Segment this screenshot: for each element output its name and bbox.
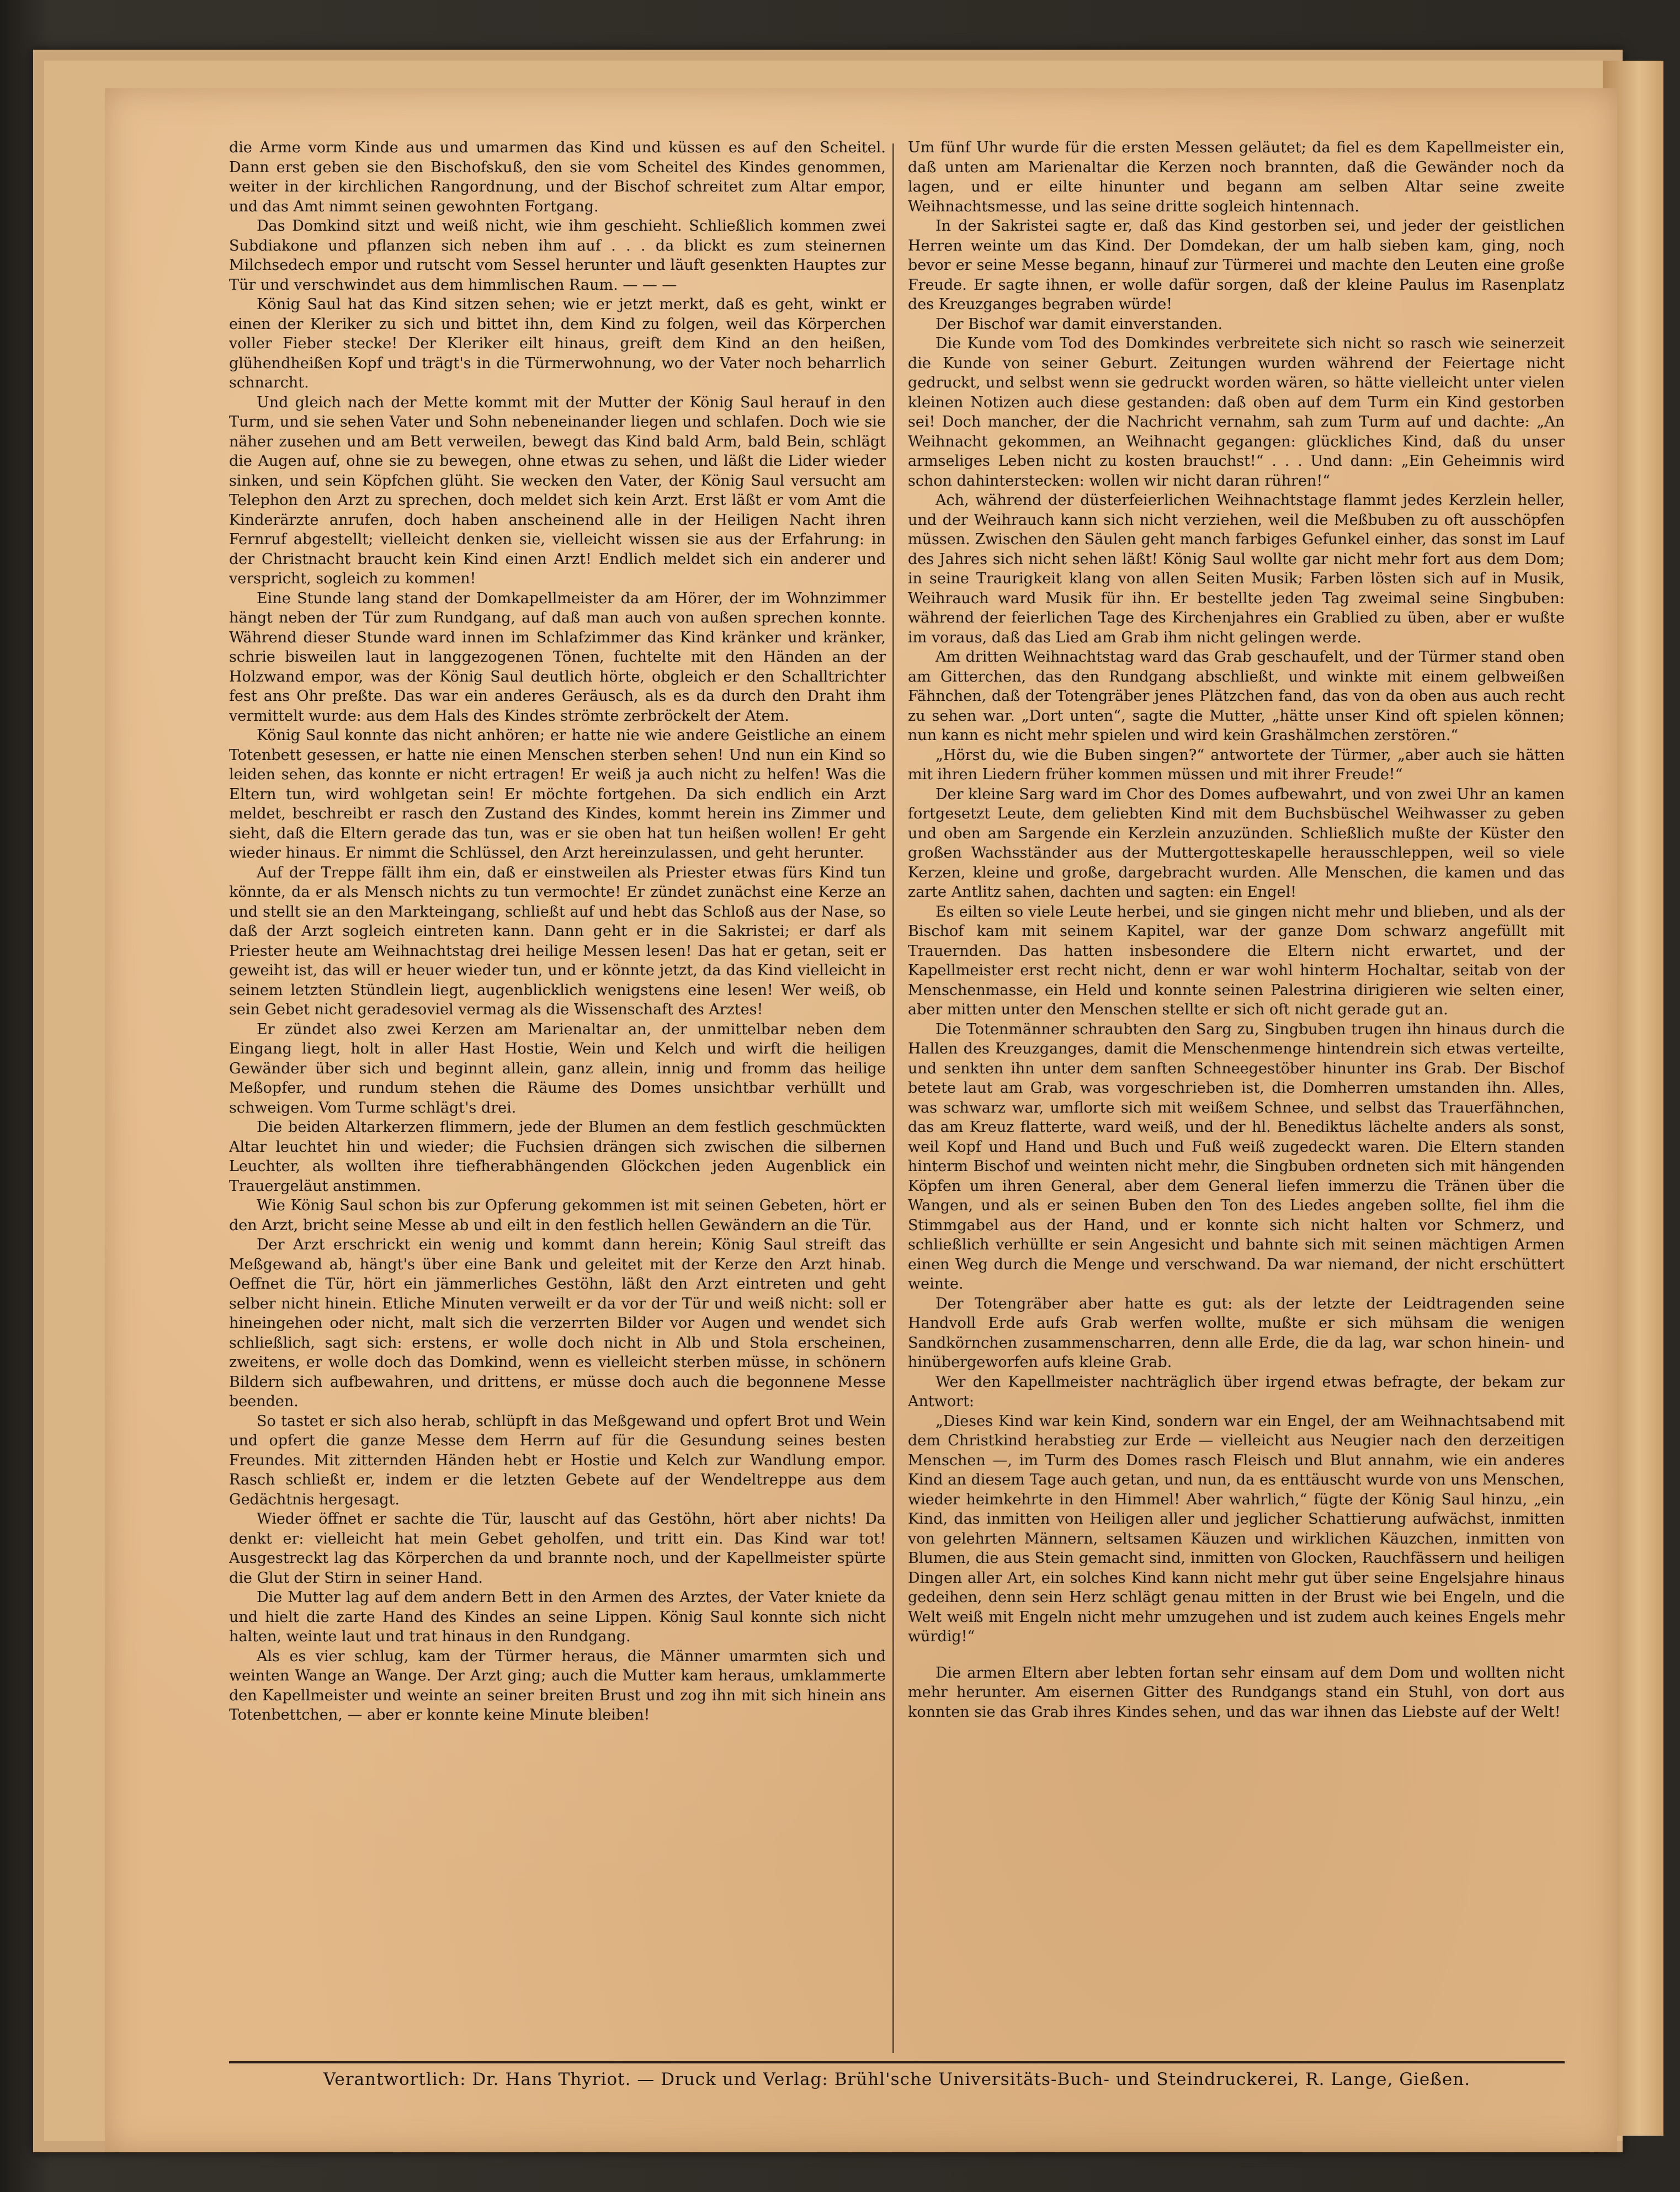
paragraph: Am dritten Weihnachtstag ward das Grab geschaufelt, und der Türmer stand oben am Gitterchen, das den Rundgang abschließt, und winkte mit einem gelbweißen Fähnchen, daß der Totengräber jenes Plätzchen fand, das von da oben aus auch recht zu sehen war. „Dort unten“, sagte die Mutter, „hätte unser Kind oft spielen können; nun kann es nicht mehr spielen und wird kein Grashälmchen zerstören.“ <box>908 648 1565 744</box>
paragraph: Ach, während der düsterfeierlichen Weihnachtstage flammt jedes Kerzlein heller, und der Weihrauch kann sich nicht verziehen, weil die Meßbuben zu oft ausschöpfen müssen. Zwischen den Säulen geht manch farbiges Gefunkel einher, das sonst im Lauf des Jahres sich nicht sehen läßt! König Saul wollte gar nicht mehr fort aus dem Dom; in seine Traurigkeit klang von allen Seiten Musik; Farben lösten sich auf in Musik, Weihrauch ward Musik für ihn. Er bestellte jeden Tag zweimal seine Singbuben: während der feierlichen Tage des Kirchenjahres ein Grablied zu üben, aber er wußte im voraus, daß das Lied am Grab ihm nicht gelingen werde. <box>908 492 1565 646</box>
newspaper-page <box>105 88 1617 2152</box>
paragraph: Der Totengräber aber hatte es gut: als der letzte der Leidtragenden seine Handvoll Erde aufs Grab werfen wollte, mußte er sich mühsam die wenigen Sandkörnchen zusammenscharren, denn alle Erde, die da lag, war schon hinein- und hinübergeworfen aufs kleine Grab. <box>908 1295 1565 1371</box>
paragraph: Und gleich nach der Mette kommt mit der Mutter der König Saul herauf in den Turm, und sie sehen Vater und Sohn nebeneinander liegen und schlafen. Doch wie sie näher zusehen und am Bett verweilen, bewegt das Kind bald Arm, bald Bein, schlägt die Augen auf, ohne sie zu bewegen, ohne etwas zu sehen, und läßt die Lider wieder sinken, und sein Köpfchen glüht. Sie wecken den Vater, der König Saul versucht am Telephon den Arzt zu sprechen, doch meldet sich kein Arzt. Erst läßt er vom Amt die Kinderärzte anrufen, doch haben anscheinend alle in der Heiligen Nacht ihren Fernruf abgestellt; vielleicht denken sie, vielleicht wissen sie aus der Erfahrung: in der Christnacht braucht kein Kind einen Arzt! Endlich meldet sich ein anderer und verspricht, sogleich zu kommen! <box>229 393 886 587</box>
footer-rule <box>229 2061 1565 2063</box>
paragraph: „Hörst du, wie die Buben singen?“ antwortete der Türmer, „aber auch sie hätten mit ihren Liedern früher kommen müssen und mit ihrer Freude!“ <box>908 746 1565 783</box>
paragraph: Als es vier schlug, kam der Türmer heraus, die Männer umarmten sich und weinten Wange an Wange. Der Arzt ging; auch die Mutter kam heraus, umklammerte den Kapellmeister und weinte an seiner breiten Brust und zog ihn mit sich hinein ans Totenbettchen, — aber er konnte keine Minute bleiben! <box>229 1647 886 1723</box>
paragraph: Er zündet also zwei Kerzen am Marienaltar an, der unmittelbar neben dem Eingang liegt, holt in aller Hast Hostie, Wein und Kelch und wirft die heiligen Gewänder über sich und beginnt allein, ganz allein, innig und fromm das heilige Meßopfer, und rundum stehen die Räume des Domes unsichtbar verhüllt und schweigen. Vom Turme schlägt's drei. <box>229 1020 886 1116</box>
column-divider <box>892 143 894 2053</box>
paragraph: So tastet er sich also herab, schlüpft in das Meßgewand und opfert Brot und Wein und opfert die ganze Messe dem Herrn auf für die Gesundung seines besten Freundes. Mit zitternden Händen hebt er Hostie und Kelch zur Wandlung empor. Rasch schließt er, indem er die letzten Gebete auf der Wendeltreppe aus dem Gedächtnis hergesagt. <box>229 1412 886 1508</box>
paragraph: Das Domkind sitzt und weiß nicht, wie ihm geschieht. Schließlich kommen zwei Subdiakone und pflanzen sich neben ihm auf . . . da blickt es zum steinernen Milchsedech empor und rutscht vom Sessel herunter und läuft gesenkten Hauptes zur Tür und verschwindet aus dem himmlischen Raum. — — — <box>229 217 886 294</box>
paragraph: Der Arzt erschrickt ein wenig und kommt dann herein; König Saul streift das Meßgewand ab, hängt's über eine Bank und geleitet mit der Kerze den Arzt hinab. Oeffnet die Tür, hört ein jämmerliches Gestöhn, läßt den Arzt eintreten und geht selber nicht hinein. Etliche Minuten verweilt er da vor der Tür und weiß nicht: soll er hineingehen oder nicht, malt sich die verzerrten Bilder vor Augen und wendet sich schließlich, sagt sich: erstens, er wolle doch nicht in Alb und Stola erscheinen, zweitens, er wolle doch das Domkind, wenn es vielleicht sterben müsse, in schönern Bildern sich aufbewahren, und drittens, er müsse doch auch die begonnene Messe beenden. <box>229 1236 886 1410</box>
paragraph: „Dieses Kind war kein Kind, sondern war ein Engel, der am Weihnachtsabend mit dem Christkind herabstieg zur Erde — vielleicht aus Neugier nach den derzeitigen Menschen —, im Turm des Domes rasch Fleisch und Blut annahm, wie ein anderes Kind an diesem Tage auch getan, und nun, da es enttäuscht wurde von uns Menschen, wieder heimkehrte in den Himmel! Aber wahrlich,“ fügte der König Saul hinzu, „ein Kind, das inmitten von Heiligen aller und jeglicher Schattierung aufwächst, inmitten von gelehrten Männern, seltsamen Käuzen und wirklichen Käuzchen, inmitten von Blumen, die aus Stein gemacht sind, inmitten von Glocken, Rauchfässern und heiligen Dingen aller Art, ein solches Kind kann nicht mehr gut über seine Engelsjahre hinaus gedeihen, denn sein Herz schlägt genau mitten in der Brust wie bei Engeln, und die Welt weiß mit Engeln nicht mehr umzugehen und ist zudem auch keines Engels mehr würdig!“ <box>908 1412 1565 1645</box>
paragraph: Wer den Kapellmeister nachträglich über irgend etwas befragte, der bekam zur Antwort: <box>908 1373 1565 1410</box>
paragraph: die Arme vorm Kinde aus und umarmen das Kind und küssen es auf den Scheitel. Dann erst geben sie den Bischofskuß, den sie vom Scheitel des Kindes genommen, weiter in der kirchlichen Rangordnung, und der Bischof schreitet zum Altar empor, und das Amt nimmt seinen gewohnten Fortgang. <box>229 139 886 215</box>
paragraph: Auf der Treppe fällt ihm ein, daß er einstweilen als Priester etwas fürs Kind tun könnte, da er als Mensch nichts zu tun vermochte! Er zündet zunächst eine Kerze an und stellt sie an den Markteingang, schließt auf und hebt das Schloß aus der Nase, so daß der Arzt sogleich eintreten kann. Dann geht er in die Sakristei; er darf als Priester heute am Weihnachtstag drei heilige Messen lesen! Das hat er getan, seit er geweiht ist, das will er heuer wieder tun, und er könnte jetzt, da das Kind vielleicht in seinem letzten Stündlein liegt, augenblicklich wenigstens eine lesen! Wer weiß, ob sein Gebet nicht geradesoviel vermag als die Wissenschaft des Arztes! <box>229 864 886 1018</box>
paragraph: König Saul hat das Kind sitzen sehen; wie er jetzt merkt, daß es geht, winkt er einen der Kleriker zu sich und bittet ihn, dem Kind zu folgen, weil das Körperchen voller Fieber stecke! Der Kleriker eilt hinaus, greift dem Kind an den heißen, glühendheißen Kopf und trägt's in die Türmerwohnung, wo der Vater noch beharrlich schnarcht. <box>229 296 886 391</box>
text-column-left <box>229 138 886 2058</box>
paragraph: Wie König Saul schon bis zur Opferung gekommen ist mit seinen Gebeten, hört er den Arzt, bricht seine Messe ab und eilt in den festlich hellen Gewändern an die Tür. <box>229 1197 886 1234</box>
paragraph: Wieder öffnet er sachte die Tür, lauscht auf das Gestöhn, hört aber nichts! Da denkt er: vielleicht hat mein Gebet geholfen, und tritt ein. Das Kind war tot! Ausgestreckt lag das Körperchen da und brannte noch, und der Kapellmeister spürte die Glut der Stirn in seiner Hand. <box>229 1510 886 1587</box>
publisher-imprint: Verantwortlich: Dr. Hans Thyriot. — Druck und Verlag: Brühl'sche Universitäts-Buch- und Steindruckerei, R. Lange, Gießen. <box>323 2069 1471 2089</box>
text-column-right <box>908 138 1565 2058</box>
paragraph: Eine Stunde lang stand der Domkapellmeister da am Hörer, der im Wohnzimmer hängt neben der Tür zum Rundgang, auf daß man auch von außen sprechen konnte. Während dieser Stunde ward innen im Schlafzimmer das Kind kränker und kränker, schrie bisweilen laut in langgezogenen Tönen, fuchtelte mit den Händen an der Holzwand empor, was der König Saul deutlich hörte, obgleich er den Schalltrichter fest ans Ohr preßte. Das war ein anderes Geräusch, als es da durch den Draht ihm vermittelt wurde: aus dem Hals des Kindes strömte zerbröckelt der Atem. <box>229 589 886 725</box>
paragraph: Die Kunde vom Tod des Domkindes verbreitete sich nicht so rasch wie seinerzeit die Kunde von seiner Geburt. Zeitungen wurden während der Feiertage nicht gedruckt, und selbst wenn sie gedruckt worden wären, so hätte vielleicht unter vielen kleinen Notizen auch diese gestanden: daß oben auf dem Turm ein Kind gestorben sei! Doch mancher, der die Nachricht vernahm, sah zum Turm auf und dachte: „An Weihnacht gekommen, an Weihnacht gegangen: glückliches Kind, daß du unser armseliges Leben nicht zu kosten brauchst!“ . . . Und dann: „Ein Geheimnis wird schon dahinterstecken: wollen wir nicht daran rühren!“ <box>908 335 1565 490</box>
paragraph: Die Mutter lag auf dem andern Bett in den Armen des Arztes, der Vater kniete da und hielt die zarte Hand des Kindes an seine Lippen. König Saul konnte sich nicht halten, weinte laut und trat hinaus in den Rundgang. <box>229 1589 886 1645</box>
paragraph: Die armen Eltern aber lebten fortan sehr einsam auf dem Dom und wollten nicht mehr herunter. Am eisernen Gitter des Rundgangs stand ein Stuhl, von dort aus konnten sie das Grab ihres Kindes sehen, und das war ihnen das Liebste auf der Welt! <box>908 1664 1565 1721</box>
paragraph: Die beiden Altarkerzen flimmern, jede der Blumen an dem festlich geschmückten Altar leuchtet hin und wieder; die Fuchsien drängen sich zwischen die silbernen Leuchter, als wollten ihre tiefherabhängenden Glöckchen jeden Augenblick ein Trauergeläut anstimmen. <box>229 1119 886 1195</box>
paragraph: Die Totenmänner schraubten den Sarg zu, Singbuben trugen ihn hinaus durch die Hallen des Kreuzganges, damit die Menschenmenge hintendrein sich etwas verteilte, und senkten ihn unter dem sanften Schneegestöber hinunter ins Grab. Der Bischof betete laut am Grab, was vorgeschrieben ist, die Domherren umstanden ihn. Alles, was schwarz war, umflorte sich mit weißem Schnee, und selbst das Trauerfähnchen, das am Kreuz flatterte, ward weiß, und der hl. Benediktus lächelte anders als sonst, weil Kopf und Hand und Buch und Fuß weiß zugedeckt waren. Die Eltern standen hinterm Bischof und weinten nicht mehr, die Singbuben ordneten sich mit hängenden Köpfen um ihren General, aber dem General liefen immerzu die Tränen über die Wangen, und als er seinen Buben den Ton des Liedes angeben sollte, fiel ihm die Stimmgabel aus der Hand, und er konnte sich nicht halten vor Schmerz, und schließlich verhüllte er sein Angesicht und bahnte sich mit seinen mächtigen Armen einen Weg durch die Menge und verschwand. Da war niemand, der nicht erschüttert weinte. <box>908 1020 1565 1292</box>
paragraph: König Saul konnte das nicht anhören; er hatte nie wie andere Geistliche an einem Totenbett gesessen, er hatte nie einen Menschen sterben sehen! Und nun ein Kind so leiden sehen, das konnte er nicht ertragen! Er weiß ja auch nicht zu helfen! Was die Eltern tun, wird wohlgetan sein! Er möchte fortgehen. Da sich endlich ein Arzt meldet, beschreibt er rasch den Zustand des Kindes, kommt herein ins Zimmer und sieht, daß die Eltern gerade das tun, was er sie oben hat tun heißen wollen! Er geht wieder hinaus. Er nimmt die Schlüssel, den Arzt hereinzulassen, und geht herunter. <box>229 727 886 861</box>
paragraph: In der Sakristei sagte er, daß das Kind gestorben sei, und jeder der geistlichen Herren weinte um das Kind. Der Domdekan, der um halb sieben kam, ging, noch bevor er seine Messe begann, hinauf zur Türmerei und machte den Leuten eine große Freude. Er sagte ihnen, er wolle dafür sorgen, daß der kleine Paulus im Rasenplatz des Kreuzganges begraben würde! <box>908 217 1565 313</box>
paragraph: Es eilten so viele Leute herbei, und sie gingen nicht mehr und blieben, und als der Bischof kam mit seinem Kapitel, war der ganze Dom schwarz angefüllt mit Trauernden. Das hatten insbesondere die Eltern nicht erwartet, und der Kapellmeister erst recht nicht, denn er war wohl hinterm Hochaltar, seitab von der Menschenmasse, ein Held und konnte seinen Palestrina dirigieren wie selten einer, aber mitten unter den Menschen stellte er sich oft nicht gerade gut an. <box>908 903 1565 1018</box>
paragraph: Der kleine Sarg ward im Chor des Domes aufbewahrt, und von zwei Uhr an kamen fortgesetzt Leute, dem geliebten Kind mit dem Buchsbüschel Weihwasser zu geben und oben am Sargende ein Kerzlein anzuzünden. Schließlich mußte der Küster den großen Wachsständer aus der Muttergotteskapelle herausschleppen, weil so viele Kerzen, kleine und große, dargebracht wurden. Alle Menschen, die kamen und das zarte Antlitz sahen, dachten und sagten: ein Engel! <box>908 785 1565 901</box>
paragraph: Um fünf Uhr wurde für die ersten Messen geläutet; da fiel es dem Kapellmeister ein, daß unten am Marienaltar die Kerzen noch brannten, daß die Gewänder noch da lagen, und er eilte hinunter und begann am selben Altar seine zweite Weihnachtsmesse, und las seine dritte sogleich hintennach. <box>908 139 1565 215</box>
paragraph: Der Bischof war damit einverstanden. <box>935 315 1223 333</box>
